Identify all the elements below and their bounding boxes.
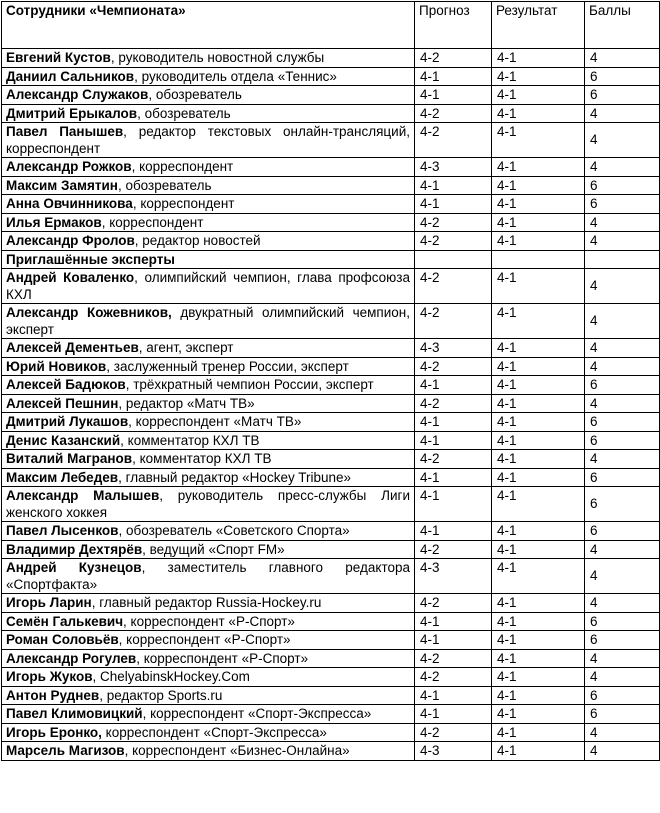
participant-name: Александр Кожевников, [6,305,172,320]
participant-role: , редактор новостей [134,233,261,248]
participant-name: Александр Служаков [6,87,149,102]
prognoz-cell: 4-2 [415,394,492,413]
result-cell: 4-1 [492,431,585,450]
participant-cell [2,104,415,123]
points-cell: 6 [585,631,660,650]
prognoz-cell: 4-1 [415,376,492,395]
participant-role: , корреспондент [131,159,234,174]
table-row [2,468,660,487]
table-row [2,431,660,450]
prognoz-cell: 4-2 [415,668,492,687]
participant-cell [2,431,415,450]
participant-name: Максим Лебедев [6,469,119,485]
points-cell: 4 [585,559,660,594]
result-cell: 4-1 [492,195,585,214]
participant-cell [2,705,415,724]
points-cell: 4 [585,339,660,358]
result-cell: 4-1 [492,304,585,339]
participant-role: , обозреватель «Советского Спорта» [118,523,350,538]
participant-name: Марсель Магизов [6,743,125,758]
points-cell: 6 [585,522,660,541]
prognoz-cell: 4-1 [415,686,492,705]
result-cell: 4-1 [492,269,585,304]
prognoz-cell: 4-1 [415,67,492,86]
points-cell: 4 [585,49,660,68]
participant-role: , редактор «Матч ТВ» [118,395,255,411]
header-prognoz: Прогноз [415,2,492,49]
result-cell: 4-1 [492,86,585,105]
participant-cell [2,123,415,158]
participant-cell [2,357,415,376]
points-cell: 4 [585,540,660,559]
table-row [2,450,660,469]
participant-cell [2,723,415,742]
result-cell: 4-1 [492,468,585,487]
points-cell: 4 [585,213,660,232]
points-cell: 4 [585,742,660,761]
participant-name: Павел Панышев [6,124,124,139]
result-cell: 4-1 [492,487,585,522]
prognoz-cell: 4-1 [415,176,492,195]
table-row [2,304,660,339]
points-cell: 6 [585,376,660,395]
points-cell: 6 [585,413,660,432]
participant-role: , комментатор КХЛ ТВ [132,451,272,466]
participant-cell [2,339,415,358]
prognoz-cell: 4-1 [415,612,492,631]
result-cell: 4-1 [492,232,585,251]
points-cell: 6 [585,195,660,214]
participant-name: Александр Фролов [6,233,135,248]
prognoz-cell: 4-2 [415,49,492,68]
points-cell [585,250,660,269]
participant-name: Виталий Магранов [6,451,133,466]
points-cell: 6 [585,176,660,195]
participant-cell [2,468,415,487]
points-cell: 4 [585,104,660,123]
participant-cell [2,195,415,214]
table-row [2,232,660,251]
participant-role: , обозреватель [137,105,231,121]
participant-role: , корреспондент «Р-Спорт» [123,613,295,629]
prognoz-cell: 4-2 [415,269,492,304]
points-cell: 4 [585,594,660,613]
prognoz-cell [415,250,492,269]
result-cell: 4-1 [492,522,585,541]
result-cell: 4-1 [492,450,585,469]
table-row [2,487,660,522]
result-cell: 4-1 [492,705,585,724]
participant-name: Дмитрий Лукашов [6,414,129,429]
prognoz-cell: 4-3 [415,158,492,177]
table-row [2,123,660,158]
table-row [2,176,660,195]
participant-cell [2,304,415,339]
participant-cell [2,594,415,613]
participant-role: , комментатор КХЛ ТВ [120,432,260,448]
table-row [2,213,660,232]
prognoz-cell: 4-1 [415,195,492,214]
participant-cell [2,158,415,177]
participant-name: Андрей Кузнецов [6,560,142,575]
points-cell: 4 [585,269,660,304]
points-cell: 4 [585,394,660,413]
table-row [2,705,660,724]
participant-role: , корреспондент «Р-Спорт» [136,650,309,666]
prognoz-cell: 4-2 [415,723,492,742]
participant-cell [2,376,415,395]
participant-name: Владимир Дехтярёв [6,541,143,557]
participant-role: , ChelyabinskHockey.Com [92,669,250,684]
prognoz-cell: 4-1 [415,468,492,487]
result-cell: 4-1 [492,723,585,742]
participant-cell [2,649,415,668]
points-cell: 4 [585,123,660,158]
participant-cell [2,559,415,594]
table-body [2,49,660,761]
participant-name: Андрей Коваленко [6,270,135,285]
prognoz-cell: 4-2 [415,232,492,251]
participant-cell [2,450,415,469]
header-points: Баллы [585,2,660,49]
prognoz-cell: 4-1 [415,86,492,105]
participant-cell [2,250,415,269]
points-cell: 4 [585,450,660,469]
participant-name: Алексей Дементьев [6,340,139,355]
points-cell: 4 [585,668,660,687]
participant-name: Анна Овчинникова [6,196,133,211]
table-row [2,723,660,742]
participant-role: , редактор текстовых онлайн-трансляций, корреспондент [6,124,410,156]
points-cell: 6 [585,468,660,487]
header-row [2,2,660,49]
participant-role: , обозреватель [148,87,242,102]
table-row [2,195,660,214]
participant-name: Даниил Сальников [6,68,135,84]
participant-name: Александр Рогулев [6,650,137,666]
participant-role: , редактор Sports.ru [99,687,223,703]
result-cell: 4-1 [492,49,585,68]
table-row [2,649,660,668]
participant-role: , корреспондент «Матч ТВ» [128,414,302,429]
participant-role: , олимпийский чемпион, глава профсоюза КХЛ [6,270,411,302]
points-cell: 4 [585,649,660,668]
table-row [2,339,660,358]
result-cell: 4-1 [492,742,585,761]
participant-name: Юрий Новиков [6,358,107,374]
points-cell: 4 [585,304,660,339]
table-row [2,612,660,631]
prognoz-cell: 4-2 [415,540,492,559]
participant-role: , корреспондент [132,196,235,211]
participant-name: Павел Климовицкий [6,706,143,721]
points-cell: 4 [585,158,660,177]
points-cell: 6 [585,67,660,86]
result-cell: 4-1 [492,104,585,123]
points-cell: 6 [585,86,660,105]
participant-name: Алексей Бадюков [6,377,126,392]
participant-cell [2,668,415,687]
participant-name: Игорь Ларин [6,595,92,610]
prognoz-cell: 4-2 [415,304,492,339]
participant-cell [2,413,415,432]
participant-role: корреспондент «Спорт-Экспресса» [101,724,327,740]
participant-name: Александр Рожков [6,159,132,174]
prognoz-cell: 4-3 [415,559,492,594]
participant-cell [2,394,415,413]
participant-name: Алексей Пешнин [6,395,119,411]
result-cell: 4-1 [492,649,585,668]
prognoz-cell: 4-1 [415,631,492,650]
participant-name: Роман Соловьёв [6,632,119,647]
prognoz-cell: 4-2 [415,357,492,376]
table-row [2,67,660,86]
table-row [2,158,660,177]
header-staff: Сотрудники «Чемпионата» [2,2,415,49]
points-cell: 4 [585,723,660,742]
points-cell: 6 [585,487,660,522]
result-cell: 4-1 [492,612,585,631]
participant-cell [2,232,415,251]
result-cell: 4-1 [492,158,585,177]
participant-role: , ведущий «Спорт FM» [142,541,285,557]
participant-cell [2,686,415,705]
participant-cell [2,631,415,650]
participant-name: Евгений Кустов [6,50,111,65]
participant-cell [2,487,415,522]
result-cell: 4-1 [492,540,585,559]
table-row [2,394,660,413]
result-cell: 4-1 [492,357,585,376]
prognoz-cell: 4-1 [415,413,492,432]
result-cell: 4-1 [492,376,585,395]
participant-role: , руководитель новостной службы [110,50,325,65]
participant-name: Семён Галькевич [6,613,124,629]
participant-role: , главный редактор Russia-Hockey.ru [91,595,322,610]
participant-name: Илья Ермаков [6,214,102,230]
participant-role: , главный редактор «Hockey Tribune» [118,469,351,485]
result-cell [492,250,585,269]
participant-role: , заместитель главного редактора «Спортфакта» [6,560,410,592]
table-row [2,540,660,559]
result-cell: 4-1 [492,339,585,358]
participant-role: , корреспондент «Р-Спорт» [118,632,291,647]
result-cell: 4-1 [492,394,585,413]
participant-cell [2,86,415,105]
table-row [2,594,660,613]
prognoz-cell: 4-3 [415,339,492,358]
table-row [2,742,660,761]
table-row [2,49,660,68]
table-row [2,413,660,432]
participant-role: двукратный олимпийский чемпион, эксперт [6,305,410,337]
participant-name: Максим Замятин [6,177,118,193]
participant-role: , руководитель отдела «Теннис» [134,68,337,84]
table-row [2,250,660,269]
prognoz-cell: 4-2 [415,594,492,613]
participant-cell [2,67,415,86]
prognoz-cell: 4-2 [415,104,492,123]
forecast-table [1,1,660,761]
prognoz-cell: 4-1 [415,487,492,522]
result-cell: 4-1 [492,213,585,232]
table-row [2,86,660,105]
participant-role: , агент, эксперт [138,340,234,355]
participant-cell [2,49,415,68]
result-cell: 4-1 [492,631,585,650]
participant-cell [2,522,415,541]
participant-name: Приглашённые эксперты [6,251,175,267]
prognoz-cell: 4-1 [415,431,492,450]
participant-role: , трёхкратный чемпион России, эксперт [125,377,374,392]
points-cell: 4 [585,232,660,251]
participant-cell [2,269,415,304]
points-cell: 6 [585,431,660,450]
participant-name: Игорь Жуков [6,669,93,684]
table-row [2,522,660,541]
result-cell: 4-1 [492,176,585,195]
result-cell: 4-1 [492,668,585,687]
prognoz-cell: 4-2 [415,213,492,232]
table-row [2,631,660,650]
prognoz-cell: 4-3 [415,742,492,761]
participant-role: , корреспондент [101,214,204,230]
participant-role: , обозреватель [117,177,212,193]
participant-cell [2,213,415,232]
result-cell: 4-1 [492,559,585,594]
participant-role: , заслуженный тренер России, эксперт [106,358,349,374]
table-row [2,357,660,376]
table-row [2,376,660,395]
result-cell: 4-1 [492,686,585,705]
result-cell: 4-1 [492,413,585,432]
result-cell: 4-1 [492,123,585,158]
table-row [2,686,660,705]
table-row [2,104,660,123]
participant-cell [2,176,415,195]
result-cell: 4-1 [492,594,585,613]
result-cell: 4-1 [492,67,585,86]
table-row [2,668,660,687]
participant-name: Павел Лысенков [6,523,119,538]
table-row [2,559,660,594]
participant-name: Антон Руднев [6,687,100,703]
participant-role: , корреспондент «Бизнес-Онлайна» [124,743,350,758]
prognoz-cell: 4-1 [415,522,492,541]
prognoz-cell: 4-1 [415,705,492,724]
prognoz-cell: 4-2 [415,649,492,668]
participant-cell [2,742,415,761]
participant-name: Игорь Еронко, [6,724,102,740]
points-cell: 6 [585,705,660,724]
participant-name: Денис Казанский [6,432,121,448]
table-row [2,269,660,304]
participant-name: Дмитрий Ерыкалов [6,105,138,121]
points-cell: 6 [585,612,660,631]
participant-name: Александр Малышев [6,488,160,503]
participant-cell [2,612,415,631]
participant-role: , корреспондент «Спорт-Экспресса» [142,706,372,721]
prognoz-cell: 4-2 [415,450,492,469]
participant-cell [2,540,415,559]
prognoz-cell: 4-2 [415,123,492,158]
points-cell: 6 [585,686,660,705]
points-cell: 4 [585,357,660,376]
participant-role: , руководитель пресс-службы Лиги женского хоккея [6,488,410,520]
header-result: Результат [492,2,585,49]
